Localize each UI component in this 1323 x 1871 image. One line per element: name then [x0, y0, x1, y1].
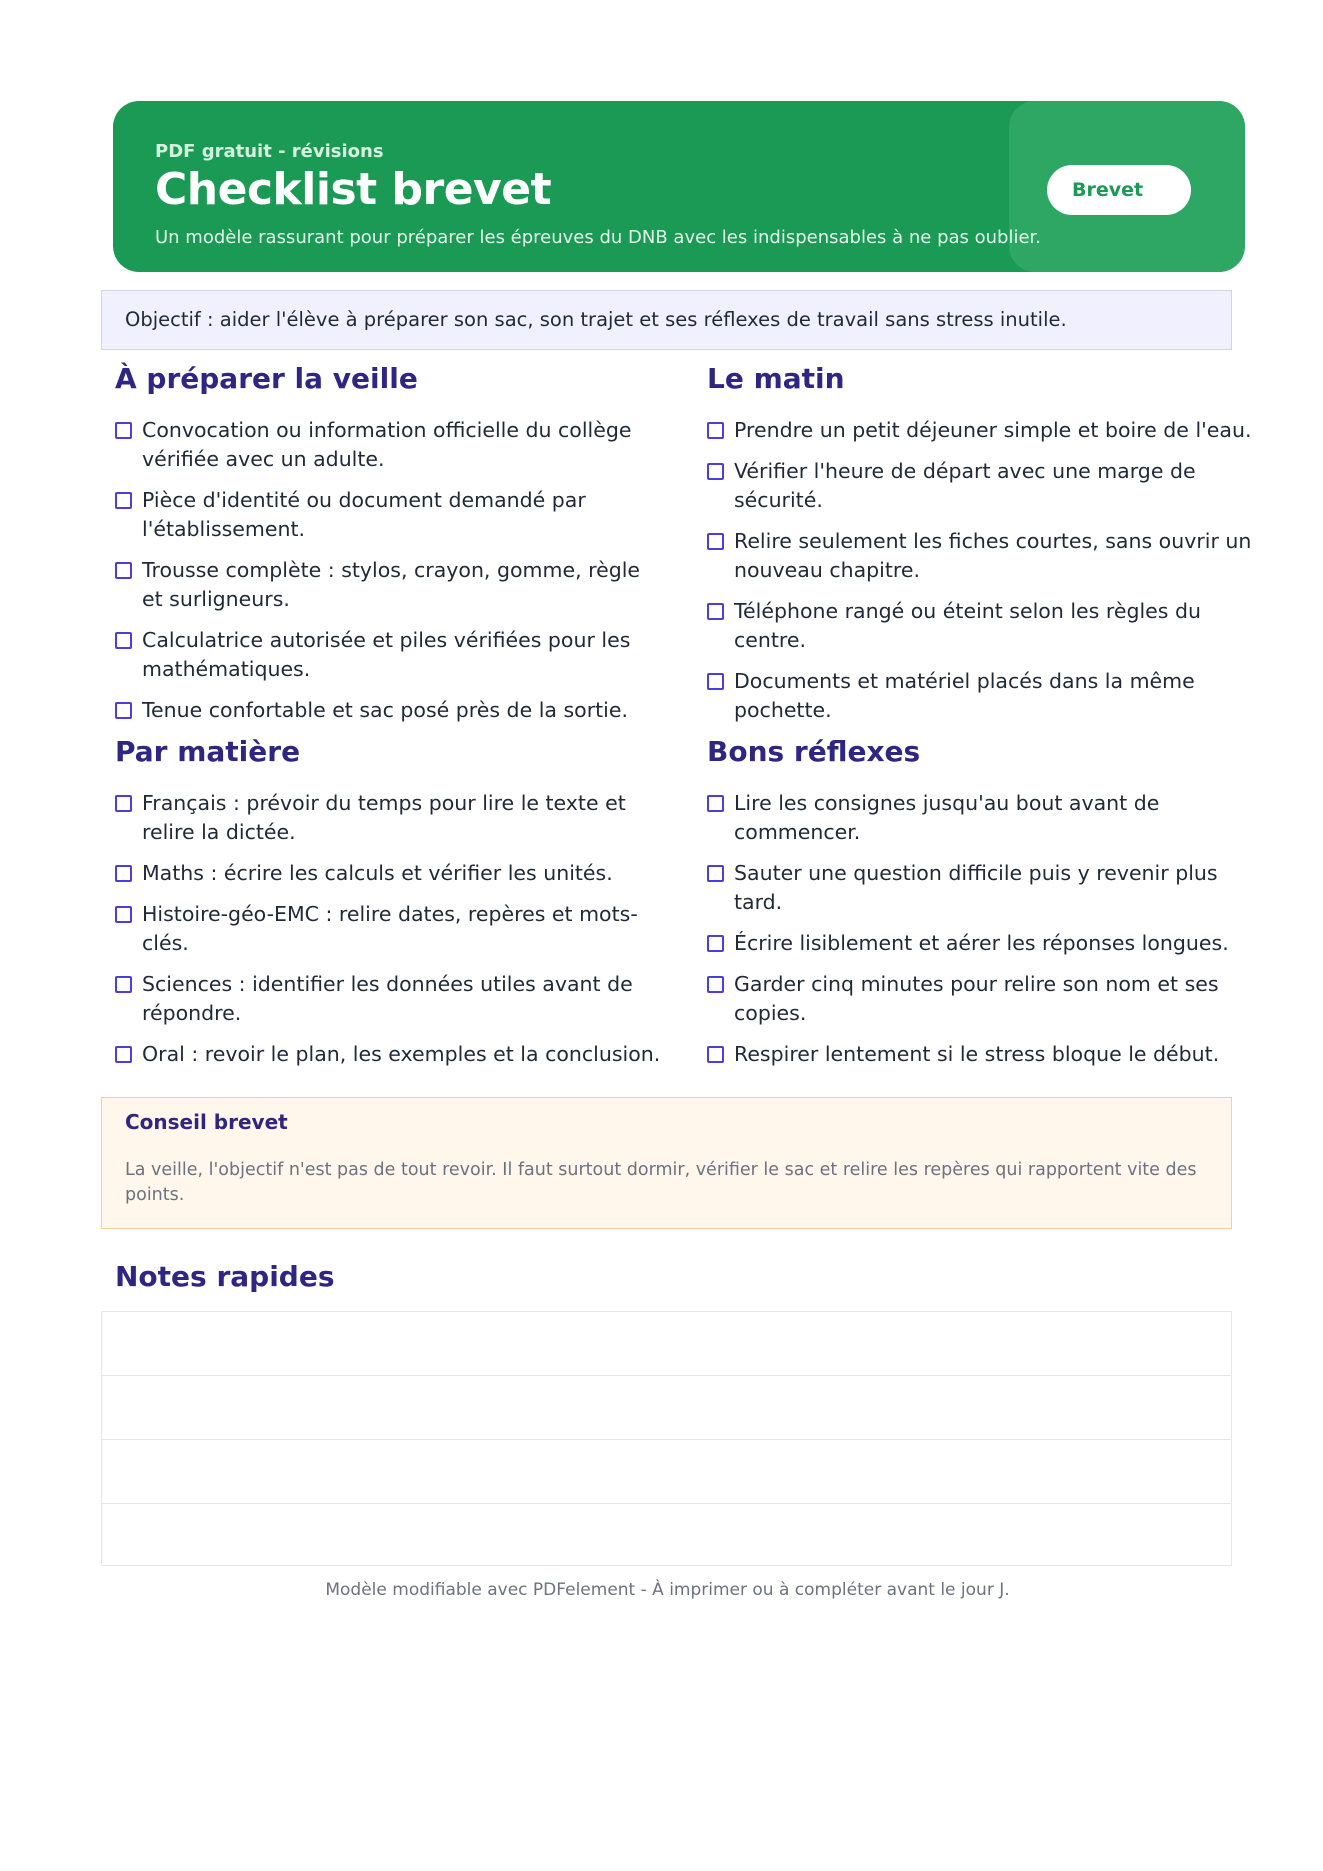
note-line[interactable]: [102, 1312, 1231, 1376]
checklist-item-label: Relire seulement les fiches courtes, sans ouvrir un nouveau chapitre.: [734, 529, 1252, 582]
checkbox-icon[interactable]: [115, 632, 132, 649]
checklist-item[interactable]: [115, 1040, 667, 1069]
checkbox-icon[interactable]: [115, 562, 132, 579]
checkbox-icon[interactable]: [707, 673, 724, 690]
checkbox-icon[interactable]: [707, 603, 724, 620]
checkbox-icon[interactable]: [115, 906, 132, 923]
header-subtitle: Un modèle rassurant pour préparer les épreuves du DNB avec les indispensables à ne pas oublier.: [155, 227, 1042, 248]
tip-title: Conseil brevet: [125, 1110, 288, 1134]
checkbox-icon[interactable]: [707, 463, 724, 480]
checklist-item[interactable]: [707, 416, 1264, 445]
checkbox-icon[interactable]: [115, 795, 132, 812]
section-title-reflexes: Bons réflexes: [707, 735, 921, 768]
footer-text: Modèle modifiable avec PDFelement - À imprimer ou à compléter avant le jour J.: [325, 1580, 1010, 1600]
section-title-veille: À préparer la veille: [115, 362, 418, 395]
checkbox-icon[interactable]: [707, 795, 724, 812]
checklist-veille: [115, 416, 667, 737]
checklist-item[interactable]: [115, 416, 667, 474]
checklist-item[interactable]: [707, 527, 1264, 585]
checklist-item[interactable]: [707, 929, 1264, 958]
checklist-matiere: [115, 789, 667, 1081]
checklist-item[interactable]: [115, 556, 667, 614]
checkbox-icon[interactable]: [707, 422, 724, 439]
checkbox-icon[interactable]: [115, 976, 132, 993]
checklist-item[interactable]: [115, 970, 667, 1028]
checklist-item-label: Tenue confortable et sac posé près de la sortie.: [142, 698, 628, 722]
checkbox-icon[interactable]: [707, 533, 724, 550]
checklist-item[interactable]: [115, 900, 667, 958]
notes-area: [101, 1311, 1232, 1566]
checklist-item-label: Sciences : identifier les données utiles avant de répondre.: [142, 972, 633, 1025]
checklist-item[interactable]: [707, 789, 1264, 847]
checklist-item-label: Documents et matériel placés dans la même pochette.: [734, 669, 1195, 722]
checklist-item[interactable]: [707, 1040, 1264, 1069]
checkbox-icon[interactable]: [707, 976, 724, 993]
checklist-item-label: Garder cinq minutes pour relire son nom et ses copies.: [734, 972, 1219, 1025]
checklist-item-label: Pièce d'identité ou document demandé par l'établissement.: [142, 488, 586, 541]
checklist-item-label: Téléphone rangé ou éteint selon les règles du centre.: [734, 599, 1201, 652]
page-title: Checklist brevet: [155, 164, 552, 215]
note-line[interactable]: [102, 1504, 1231, 1567]
checklist-item[interactable]: [707, 859, 1264, 917]
objective-banner: Objectif : aider l'élève à préparer son sac, son trajet et ses réflexes de travail sans stress inutile.: [101, 290, 1232, 350]
checklist-item-label: Oral : revoir le plan, les exemples et la conclusion.: [142, 1042, 661, 1066]
checkbox-icon[interactable]: [115, 1046, 132, 1063]
tip-text: La veille, l'objectif n'est pas de tout revoir. Il faut surtout dormir, vérifier le sac et relire les repères qui rapportent vite des points.: [125, 1160, 1197, 1205]
checklist-item[interactable]: [707, 970, 1264, 1028]
checklist-item[interactable]: [115, 626, 667, 684]
checklist-item-label: Convocation ou information officielle du collège vérifiée avec un adulte.: [142, 418, 632, 471]
checklist-item-label: Trousse complète : stylos, crayon, gomme, règle et surligneurs.: [142, 558, 641, 611]
subject-badge: Brevet: [1047, 165, 1191, 215]
checklist-item-label: Histoire-géo-EMC : relire dates, repères et mots-clés.: [142, 902, 638, 955]
checklist-item[interactable]: [115, 859, 667, 888]
checklist-item[interactable]: [707, 667, 1264, 725]
checklist-item-label: Sauter une question difficile puis y revenir plus tard.: [734, 861, 1218, 914]
header-eyebrow: PDF gratuit - révisions: [155, 141, 384, 162]
tip-box: [101, 1097, 1232, 1229]
checklist-item-label: Français : prévoir du temps pour lire le texte et relire la dictée.: [142, 791, 626, 844]
checklist-item-label: Vérifier l'heure de départ avec une marge de sécurité.: [734, 459, 1196, 512]
checklist-item-label: Écrire lisiblement et aérer les réponses longues.: [734, 931, 1229, 955]
note-line[interactable]: [102, 1376, 1231, 1440]
checklist-item[interactable]: [115, 486, 667, 544]
checklist-matin: [707, 416, 1264, 737]
checklist-item[interactable]: [707, 457, 1264, 515]
checklist-item-label: Maths : écrire les calculs et vérifier les unités.: [142, 861, 613, 885]
checkbox-icon[interactable]: [707, 935, 724, 952]
section-title-matiere: Par matière: [115, 735, 301, 768]
checklist-item[interactable]: [115, 696, 667, 725]
section-title-matin: Le matin: [707, 362, 845, 395]
checklist-item-label: Prendre un petit déjeuner simple et boire de l'eau.: [734, 418, 1252, 442]
checkbox-icon[interactable]: [115, 702, 132, 719]
note-line[interactable]: [102, 1440, 1231, 1504]
checklist-item[interactable]: [707, 597, 1264, 655]
checklist-item-label: Respirer lentement si le stress bloque le début.: [734, 1042, 1220, 1066]
checklist-item[interactable]: [115, 789, 667, 847]
checklist-item-label: Calculatrice autorisée et piles vérifiées pour les mathématiques.: [142, 628, 631, 681]
checkbox-icon[interactable]: [707, 1046, 724, 1063]
header-banner: [113, 101, 1245, 272]
checklist-item-label: Lire les consignes jusqu'au bout avant de commencer.: [734, 791, 1160, 844]
checklist-reflexes: [707, 789, 1264, 1081]
checkbox-icon[interactable]: [115, 492, 132, 509]
checkbox-icon[interactable]: [115, 422, 132, 439]
checkbox-icon[interactable]: [115, 865, 132, 882]
notes-title: Notes rapides: [115, 1260, 335, 1293]
checkbox-icon[interactable]: [707, 865, 724, 882]
